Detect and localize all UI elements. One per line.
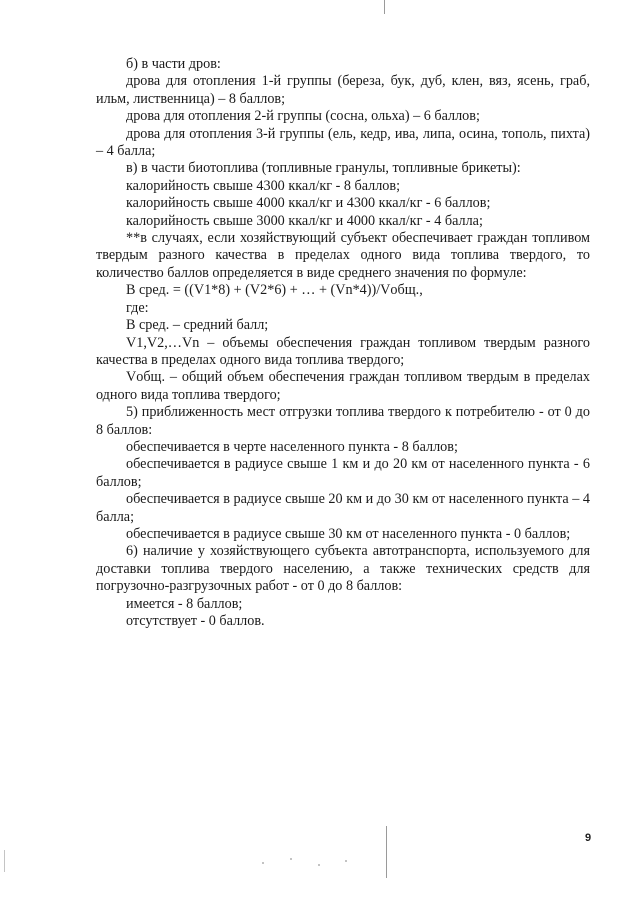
scan-artifact-left — [4, 850, 5, 872]
section-heading-firewood: б) в части дров: — [126, 56, 221, 72]
criterion-5-item-2: обеспечивается в радиусе свыше 1 км и до 20 км от населенного пункта - 6 баллов; — [96, 456, 590, 490]
scan-artifact-top — [384, 0, 385, 14]
criterion-6-item-1: имеется - 8 баллов; — [126, 595, 243, 612]
biofuel-calorie-1: калорийность свыше 4300 ккал/кг - 8 баллов; — [126, 177, 401, 194]
firewood-group-3: дрова для отопления 3-й группы (ель, кедр, ива, липа, осина, тополь, пихта) – 4 балла; — [96, 125, 590, 160]
formula-where: где: — [126, 299, 149, 316]
biofuel-calorie-3: калорийность свыше 3000 ккал/кг и 4000 ккал/кг - 4 балла; — [126, 212, 483, 229]
criterion-5-item-3: обеспечивается в радиусе свыше 20 км и до 30 км от населенного пункта – 4 балла; — [96, 491, 590, 525]
formula-def-avg: В сред. – средний балл; — [126, 317, 269, 334]
formula-def-volumes: V1,V2,…Vn – объемы обеспечения граждан топливом твердым разного качества в пределах одного вида топлива твердого; — [96, 334, 590, 368]
page-number: 9 — [585, 832, 592, 844]
criterion-5-item-1: обеспечивается в черте населенного пункта - 8 баллов; — [126, 438, 458, 455]
criterion-5-heading: 5) приближенность мест отгрузки топлива твердого к потребителю - от 0 до 8 баллов: — [96, 404, 590, 438]
scan-speck — [345, 860, 347, 862]
section-heading-biofuel: в) в части биотоплива (топливные гранулы, топливные брикеты): — [126, 160, 521, 177]
scan-speck — [318, 864, 320, 866]
document-body — [96, 56, 590, 630]
formula: В сред. = ((V1*8) + (V2*6) + … + (Vn*4))/Vобщ., — [126, 282, 423, 299]
scan-artifact-bottom — [386, 826, 387, 878]
biofuel-calorie-2: калорийность свыше 4000 ккал/кг и 4300 ккал/кг - 6 баллов; — [126, 195, 491, 212]
firewood-group-2: дрова для отопления 2-й группы (сосна, ольха) – 6 баллов; — [126, 108, 480, 125]
formula-def-total: Vобщ. – общий объем обеспечения граждан топливом твердым в пределах одного вида топлива твердого; — [96, 369, 590, 403]
note-mixed-quality: **в случаях, если хозяйствующий субъект обеспечивает граждан топливом твердым разного качества в пределах одного вида топлива твердого, то количество баллов определяется в виде среднего значения по формуле: — [96, 230, 590, 281]
criterion-6-item-2: отсутствует - 0 баллов. — [126, 613, 265, 629]
scan-speck — [262, 862, 264, 864]
scan-speck — [290, 858, 292, 860]
criterion-6-heading: 6) наличие у хозяйствующего субъекта автотранспорта, используемого для доставки топлива твердого населению, а также технических средств для погрузочно-разгрузочных работ - от 0 до 8 баллов: — [96, 543, 590, 595]
firewood-group-1: дрова для отопления 1-й группы (береза, бук, дуб, клен, вяз, ясень, граб, ильм, лиственница) – 8 баллов; — [96, 73, 590, 107]
criterion-5-item-4: обеспечивается в радиусе свыше 30 км от населенного пункта - 0 баллов; — [126, 525, 571, 542]
